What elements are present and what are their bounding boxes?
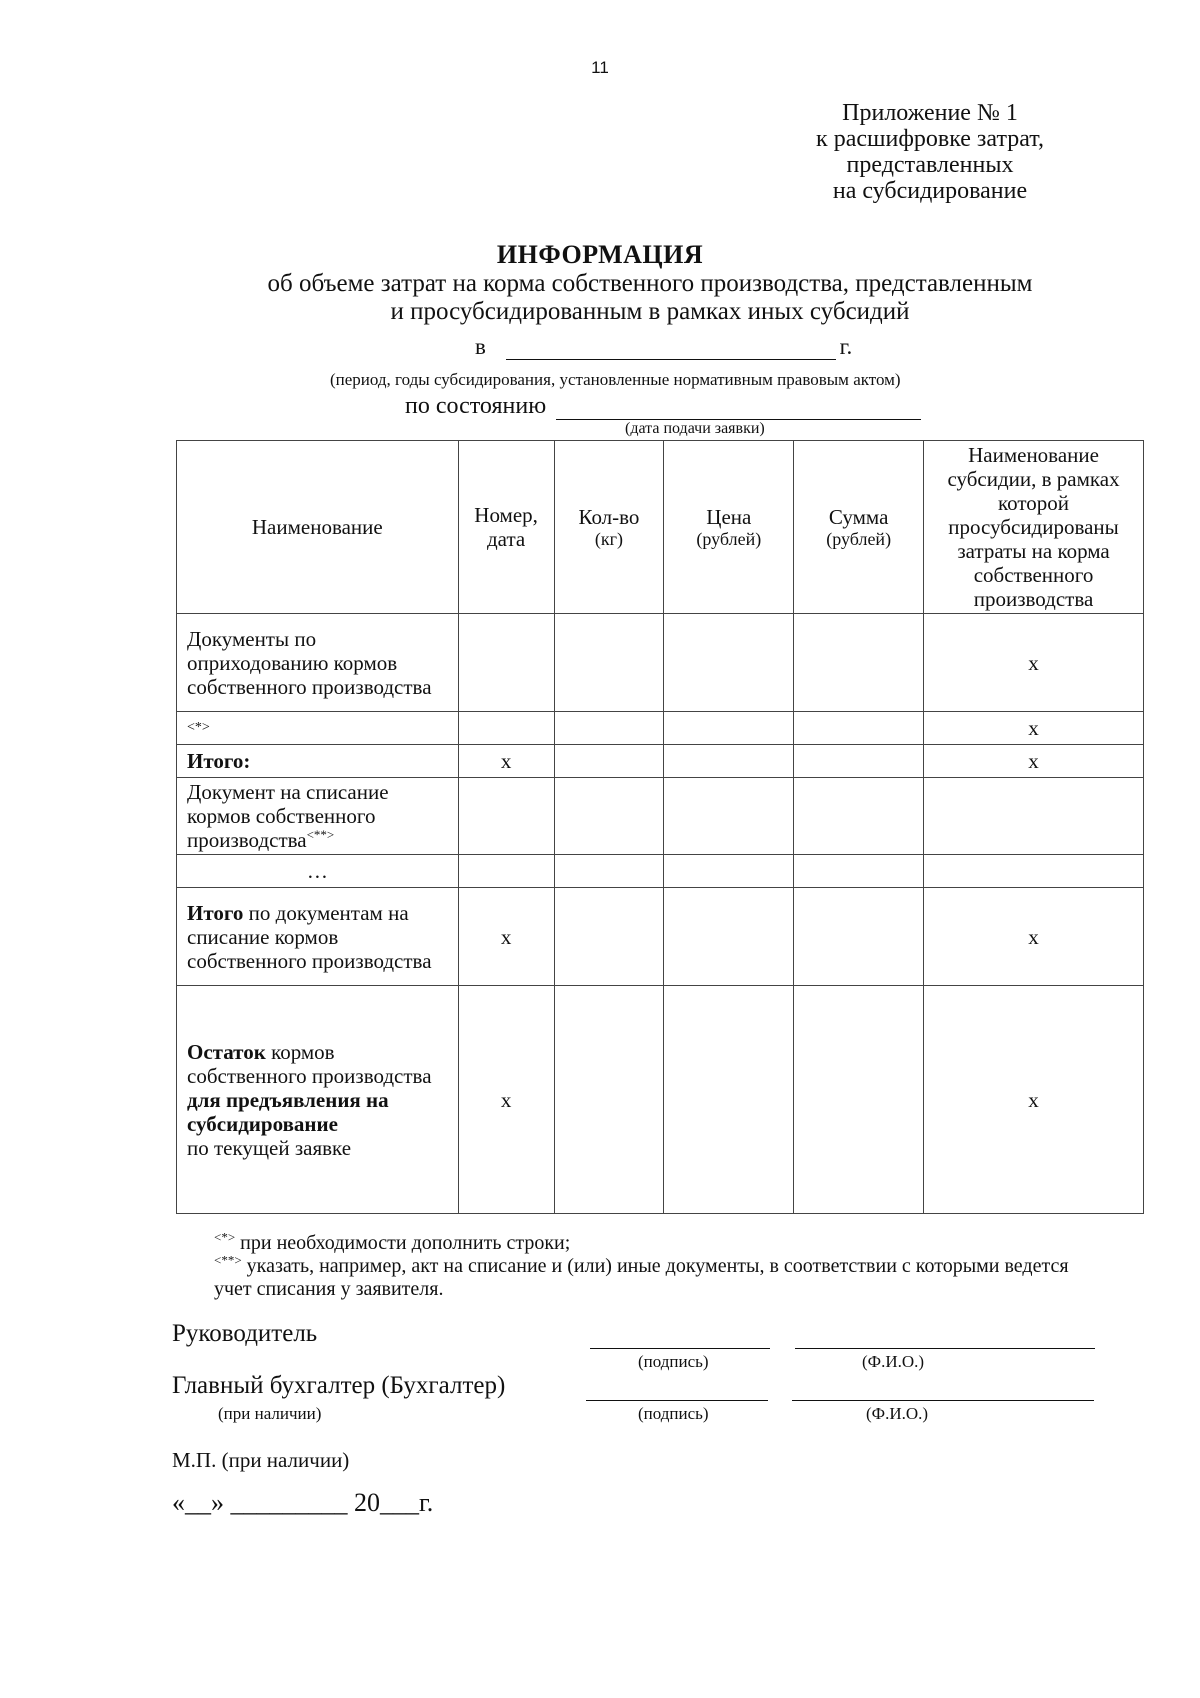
row-rest-label	[177, 986, 459, 1214]
state-line	[405, 393, 921, 420]
footnote-1-text: при необходимости дополнить строки;	[235, 1232, 571, 1254]
header-price-unit: (рублей)	[696, 529, 762, 549]
table-cell[interactable]	[794, 745, 924, 778]
table-cell[interactable]	[458, 712, 554, 745]
table-cell[interactable]	[924, 778, 1144, 855]
table-cell[interactable]	[794, 712, 924, 745]
row-writeoff-doc-text: Документ на списание кормов собственного производства	[187, 780, 389, 852]
subtitle-line-2: и просубсидированным в рамках иных субсидий	[390, 298, 910, 325]
table-cell[interactable]	[664, 712, 794, 745]
table-cell[interactable]	[794, 888, 924, 986]
table-row	[177, 888, 1144, 986]
row-star-label: <*>	[177, 712, 459, 745]
header-sum-label: Сумма	[828, 505, 889, 529]
if-any-caption: (при наличии)	[218, 1404, 322, 1423]
row-total-writeoff-label	[177, 888, 459, 986]
table-header-row	[177, 441, 1144, 614]
head-fio-caption: (Ф.И.О.)	[862, 1352, 925, 1371]
page-number: 11	[591, 58, 609, 77]
chief-signature-line[interactable]	[586, 1400, 768, 1401]
period-suffix: г.	[839, 334, 853, 359]
subtitle-line-1: об объеме затрат на корма собственного производства, представленным	[267, 270, 1033, 297]
mark-cell: x	[924, 745, 1144, 778]
table-row	[177, 778, 1144, 855]
head-fio-line[interactable]	[795, 1348, 1095, 1349]
table-cell[interactable]	[664, 778, 794, 855]
head-signature-line[interactable]	[590, 1348, 770, 1349]
document-title: ИНФОРМАЦИЯ	[496, 240, 704, 269]
table-cell[interactable]	[664, 855, 794, 888]
row-rest-text-2: по текущей заявке	[187, 1135, 352, 1160]
chief-accountant-label: Главный бухгалтер (Бухгалтер)	[172, 1372, 506, 1399]
table-cell[interactable]	[794, 986, 924, 1214]
table-cell[interactable]	[554, 712, 664, 745]
appendix-line-2: к расшифровке затрат,	[816, 126, 1044, 152]
table-cell[interactable]	[458, 855, 554, 888]
header-qty	[554, 441, 664, 614]
table-cell[interactable]	[794, 855, 924, 888]
table-cell[interactable]	[924, 855, 1144, 888]
row-income-docs-label: Документы по оприходованию кормов собственного производства	[177, 614, 459, 712]
header-sum	[794, 441, 924, 614]
header-sum-unit: (рублей)	[826, 529, 892, 549]
chief-fio-line[interactable]	[792, 1400, 1094, 1401]
mark-cell: x	[458, 986, 554, 1214]
row-rest-text-1: кормов собственного производства	[187, 1039, 432, 1088]
mark-cell: x	[924, 888, 1144, 986]
row-rest-bold-1: Остаток	[187, 1039, 266, 1064]
appendix-header	[760, 100, 1100, 204]
table-cell[interactable]	[794, 614, 924, 712]
table-cell[interactable]	[664, 614, 794, 712]
state-label: по состоянию	[405, 393, 547, 419]
table-cell[interactable]	[794, 778, 924, 855]
mark-cell: x	[924, 712, 1144, 745]
footnote-2-star: <**>	[214, 1252, 242, 1268]
table-row	[177, 712, 1144, 745]
header-name: Наименование	[177, 441, 459, 614]
table-cell[interactable]	[554, 778, 664, 855]
mark-cell: x	[458, 888, 554, 986]
period-line	[475, 334, 852, 360]
table-cell[interactable]	[664, 986, 794, 1214]
footnote-1	[214, 1229, 1094, 1255]
table-row	[177, 614, 1144, 712]
appendix-line-3: представленных	[846, 152, 1014, 178]
appendix-line-1: Приложение № 1	[842, 100, 1018, 126]
table-cell[interactable]	[664, 745, 794, 778]
table-cell[interactable]	[554, 614, 664, 712]
mark-cell: x	[924, 986, 1144, 1214]
head-label: Руководитель	[172, 1320, 318, 1347]
chief-signature-caption: (подпись)	[638, 1404, 709, 1423]
appendix-line-4: на субсидирование	[832, 178, 1028, 204]
row-total-label: Итого:	[177, 745, 459, 778]
table-cell[interactable]	[554, 986, 664, 1214]
row-writeoff-doc-label	[177, 778, 459, 855]
row-total-writeoff-text: по документам на списание кормов собственного производства	[187, 900, 432, 973]
mark-cell: x	[458, 745, 554, 778]
date-note: (дата подачи заявки)	[625, 420, 765, 437]
header-number-date: Номер, дата	[458, 441, 554, 614]
header-qty-label: Кол-во	[578, 505, 640, 529]
document-subtitle	[180, 270, 1120, 326]
header-price	[664, 441, 794, 614]
table-cell[interactable]	[554, 855, 664, 888]
table-cell[interactable]	[458, 778, 554, 855]
footnotes	[214, 1229, 1094, 1301]
footnote-1-star: <*>	[214, 1229, 236, 1245]
head-signature-caption: (подпись)	[638, 1352, 709, 1371]
mark-cell: x	[924, 614, 1144, 712]
chief-fio-caption: (Ф.И.О.)	[866, 1404, 929, 1423]
costs-table	[176, 440, 1144, 1214]
header-subsidy: Наименование субсидии, в рамках которой просубсидированы затраты на корма собственного производства	[924, 441, 1144, 614]
table-row	[177, 986, 1144, 1214]
footnote-2	[214, 1252, 1094, 1301]
table-cell[interactable]	[664, 888, 794, 986]
row-ellipsis: …	[177, 855, 459, 888]
row-rest-bold-2: для предъявления на субсидирование	[187, 1087, 389, 1136]
stamp-label: М.П. (при наличии)	[172, 1448, 350, 1472]
header-qty-unit: (кг)	[594, 529, 624, 549]
row-total-writeoff-bold: Итого	[187, 900, 244, 925]
period-note: (период, годы субсидирования, установленные нормативным правовым актом)	[330, 370, 901, 389]
table-row	[177, 745, 1144, 778]
period-prefix: в	[475, 334, 486, 359]
row-writeoff-doc-star: <**>	[306, 827, 335, 842]
table-cell[interactable]	[458, 614, 554, 712]
date-line: «__» _________ 20___г.	[172, 1488, 434, 1517]
header-price-label: Цена	[706, 505, 752, 529]
table-cell[interactable]	[554, 888, 664, 986]
table-cell[interactable]	[554, 745, 664, 778]
footnote-2-text: указать, например, акт на списание и (или) иные документы, в соответствии с которыми ведется учет списания у заявителя.	[214, 1255, 1069, 1300]
table-row	[177, 855, 1144, 888]
period-blank[interactable]	[506, 359, 836, 360]
